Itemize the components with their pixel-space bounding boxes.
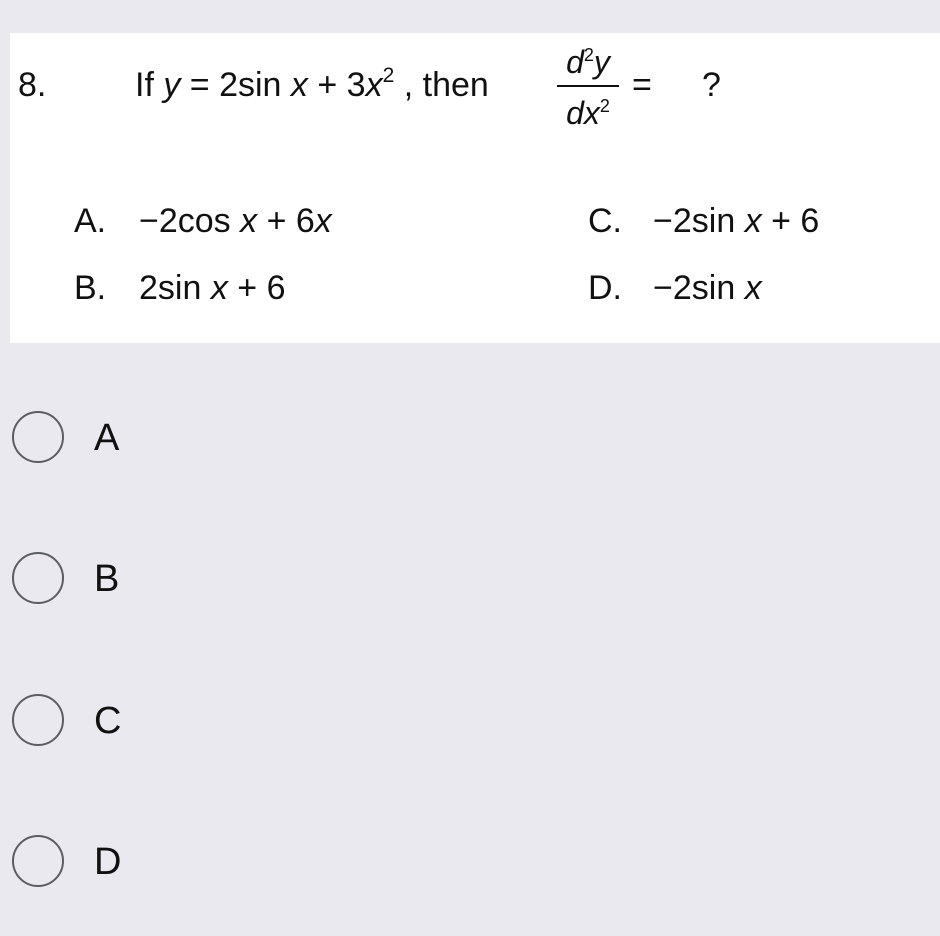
fraction-bar xyxy=(557,85,619,87)
denominator-exponent: 2 xyxy=(599,96,610,116)
choice-expression-var: x xyxy=(240,202,258,240)
fraction-denominator xyxy=(557,94,619,132)
answer-option-c[interactable] xyxy=(10,691,410,753)
choice-expression-mid: + 6 xyxy=(761,202,820,240)
stem-then: , then xyxy=(394,66,489,104)
choice-d xyxy=(588,268,762,308)
denominator-dx: dx xyxy=(566,95,600,131)
question-stem xyxy=(135,65,489,105)
stem-exponent: 2 xyxy=(382,64,395,87)
answer-label-b: B xyxy=(94,558,120,600)
radio-button-d[interactable] xyxy=(12,835,64,887)
choice-expression-var: x xyxy=(744,269,762,307)
choice-b xyxy=(74,268,286,308)
numerator-d: d xyxy=(566,44,584,80)
answer-option-b[interactable] xyxy=(10,549,410,611)
stem-plus: + 3 xyxy=(307,66,366,104)
choice-expression-var: x xyxy=(744,202,762,240)
question-number: 8. xyxy=(18,66,47,104)
stem-x1: x xyxy=(290,66,308,104)
choice-expression-pre: −2cos xyxy=(139,202,241,240)
radio-button-c[interactable] xyxy=(12,694,64,746)
choice-expression-pre: 2sin xyxy=(139,269,211,307)
choice-expression-mid: + 6 xyxy=(257,202,315,240)
answer-option-d[interactable] xyxy=(10,832,410,894)
stem-eq: = 2sin xyxy=(180,66,291,104)
answer-option-a[interactable] xyxy=(10,408,410,470)
stem-prefix: If xyxy=(135,66,164,104)
stem-y: y xyxy=(163,66,181,104)
choice-expression-mid: + 6 xyxy=(227,269,286,307)
choice-letter: C. xyxy=(588,202,622,240)
question-card xyxy=(10,33,940,343)
choice-letter: A. xyxy=(74,202,107,240)
answer-label-c: C xyxy=(94,700,122,742)
choice-expression-var: x xyxy=(210,269,228,307)
stem-x2: x xyxy=(365,66,383,104)
choice-letter: D. xyxy=(588,269,622,307)
choice-expression-tail-var: x xyxy=(314,202,332,240)
choice-c xyxy=(588,201,819,241)
answer-label-a: A xyxy=(94,417,120,459)
answer-label-d: D xyxy=(94,841,122,883)
choice-letter: B. xyxy=(74,269,107,307)
radio-button-b[interactable] xyxy=(12,552,64,604)
choice-expression-pre: −2sin xyxy=(653,202,745,240)
choice-expression-pre: −2sin xyxy=(653,269,745,307)
radio-button-a[interactable] xyxy=(12,411,64,463)
choice-a xyxy=(74,201,332,241)
equals-sign: = xyxy=(632,66,652,104)
derivative-fraction xyxy=(557,43,619,132)
question-mark: ? xyxy=(702,66,721,104)
fraction-numerator xyxy=(557,43,619,81)
numerator-exponent: 2 xyxy=(583,45,594,65)
numerator-y: y xyxy=(593,44,610,80)
